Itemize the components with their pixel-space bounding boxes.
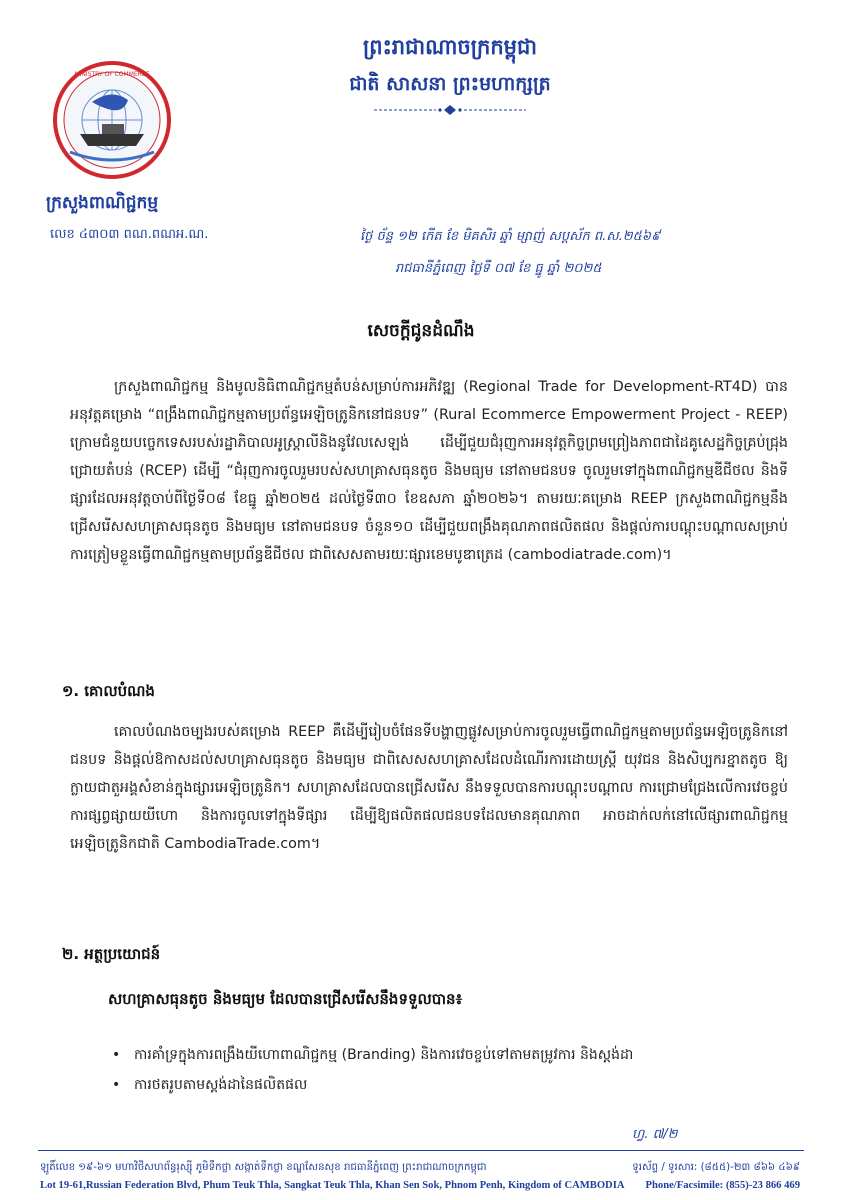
ministry-name: ក្រសួងពាណិជ្ជកម្ម (46, 193, 159, 213)
svg-text:MINISTRY OF COMMERCE: MINISTRY OF COMMERCE (74, 71, 150, 78)
footer-phone-km: ទូរស័ព្ទ / ទូរសារ: (៨៥៥)-២៣ ៨៦៦ ៤៦៩ (632, 1162, 800, 1173)
lunar-date: ថ្ងៃ ច័ន្ទ ១២ កើត ខែ មិគសិរ ឆ្នាំ ម្សាញ់ សប្តស័ក ព.ស.២៥៦៩ (360, 229, 661, 244)
footer-english (40, 1180, 800, 1191)
intro-paragraph: ក្រសួងពាណិជ្ជកម្ម និងមូលនិធិពាណិជ្ជកម្មតំបន់សម្រាប់ការអភិវឌ្ឍ (Regional Trade for Development-RT4D) បានអនុវត្តគម្រោង “ពង្រឹងពាណិជ្ជកម្មតាមប្រព័ន្ធអេឡិចត្រូនិកនៅជនបទ” (Rural Ecommerce Empowerment Project - REEP) ក្រោមជំនួយបច្ចេកទេសរបស់រដ្ឋាភិបាលអូស្ត្រាលីនិងនូវែលសេឡង់ ដើម្បីជួយជំរុញការអនុវត្តកិច្ចព្រមព្រៀងភាពជាដៃគូសេដ្ឋកិច្ចគ្រប់ជ្រុងជ្រោយតំបន់ (RCEP) ដើម្បី “ជំរុញការចូលរួមរបស់សហគ្រាសធុនតូច និងមធ្យម នៅតាមជនបទ ចូលរួមទៅក្នុងពាណិជ្ជកម្មឌីជីថល និងទីផ្សារដែលអនុវត្តចាប់ពីថ្ងៃទី០៨ ខែធ្នូ ឆ្នាំ២០២៥ ដល់ថ្ងៃទី៣០ ខែឧសភា ឆ្នាំ២០២៦។ តាមរយៈគម្រោង REEP ក្រសួងពាណិជ្ជកម្មនឹងជ្រើសរើសសហគ្រាសធុនតូច និងមធ្យម នៅតាមជនបទ ចំនួន១០ ដើម្បីជួយពង្រឹងគុណភាពផលិតផល និងផ្តល់ការបណ្តុះបណ្តាលសម្រាប់ការត្រៀមខ្លួនធ្វើពាណិជ្ជកម្មតាមប្រព័ន្ធឌីជីថល ជាពិសេសតាមរយៈផ្សារខេមបូឌាត្រេដ (cambodiatrade.com)។ (70, 379, 788, 563)
footer-divider (38, 1150, 804, 1151)
national-motto: ជាតិ សាសនា ព្រះមហាក្សត្រ (349, 73, 551, 95)
footer-phone-en: Phone/Facsimile: (855)-23 866 469 (645, 1180, 800, 1191)
section-objective-body: គោលបំណងចម្បងរបស់គម្រោង REEP គឺដើម្បីរៀបចំផែនទីបង្ហាញផ្លូវសម្រាប់ការចូលរួមធ្វើពាណិជ្ជកម្មតាមប្រព័ន្ធអេឡិចត្រូនិកនៅជនបទ និងផ្តល់ឱកាសដល់សហគ្រាសធុនតូច និងមធ្យម ជាពិសេសសហគ្រាសដែលដំណើរការដោយស្ត្រី យុវជន និងសិប្បករខ្នាតតូច ឱ្យក្លាយជាតួអង្គសំខាន់ក្នុងផ្សារអេឡិចត្រូនិក។ សហគ្រាសដែលបានជ្រើសរើស នឹងទទួលបានការបណ្តុះបណ្តាល ការជ្រោមជ្រែងលើការវេចខ្ចប់ ការផ្សព្វផ្សាយយីហោ និងការចូលទៅក្នុងទីផ្សារ ដើម្បីឱ្យផលិតផលជនបទដែលមានគុណភាព អាចដាក់លក់នៅលើផ្សារពាណិជ្ជកម្មអេឡិចត្រូនិកជាតិ CambodiaTrade.com។ (70, 724, 788, 852)
city-date: រាជធានីភ្នំពេញ ថ្ងៃទី ០៧ ខែ ធ្នូ ឆ្នាំ ២០២៥ (395, 261, 602, 276)
handwritten-initials: ហ្វ. ៧/២ (632, 1127, 678, 1142)
footer-address-en: Lot 19-61,Russian Federation Blvd, Phum Teuk Thla, Sangkat Teuk Thla, Khan Sen Sok, Phnom Penh, Kingdom of CAMBODIA (40, 1180, 625, 1191)
ornament-divider (370, 104, 530, 116)
section-objective-heading: ១. គោលបំណង (62, 682, 155, 700)
footer-khmer (40, 1160, 800, 1175)
reference-number: លេខ ៤៣០៣ ពណ.ពណអ.ណ. (50, 227, 209, 242)
section-benefits-subheading: សហគ្រាសធុនតូច និងមធ្យម ដែលបានជ្រើសរើសនឹងទទួលបាន៖ (108, 990, 463, 1008)
kingdom-title: ព្រះរាជាណាចក្រកម្ពុជា (362, 35, 537, 59)
section-benefits-heading: ២. អត្ថប្រយោជន៍ (62, 945, 161, 963)
list-item: • ការថតរូបតាមស្តង់ដានៃផលិតផល (112, 1070, 633, 1100)
ministry-logo (52, 60, 172, 180)
document-title: សេចក្តីជូនដំណឹង (367, 321, 475, 341)
benefits-list (112, 1040, 633, 1100)
footer-address-km: ឡូតិ៍លេខ ១៩-៦១ មហាវិថីសហព័ន្ធរុស្ស៊ី ភូមិទឹកថ្លា សង្កាត់ទឹកថ្លា ខណ្ឌសែនសុខ រាជធានីភ្នំពេញ ព្រះរាជាណាចក្រកម្ពុជា (40, 1162, 487, 1173)
list-item: • ការគាំទ្រក្នុងការពង្រឹងយីហោពាណិជ្ជកម្ម (Branding) និងការវេចខ្ចប់ទៅតាមតម្រូវការ និងស្តង់ដា (112, 1040, 633, 1070)
